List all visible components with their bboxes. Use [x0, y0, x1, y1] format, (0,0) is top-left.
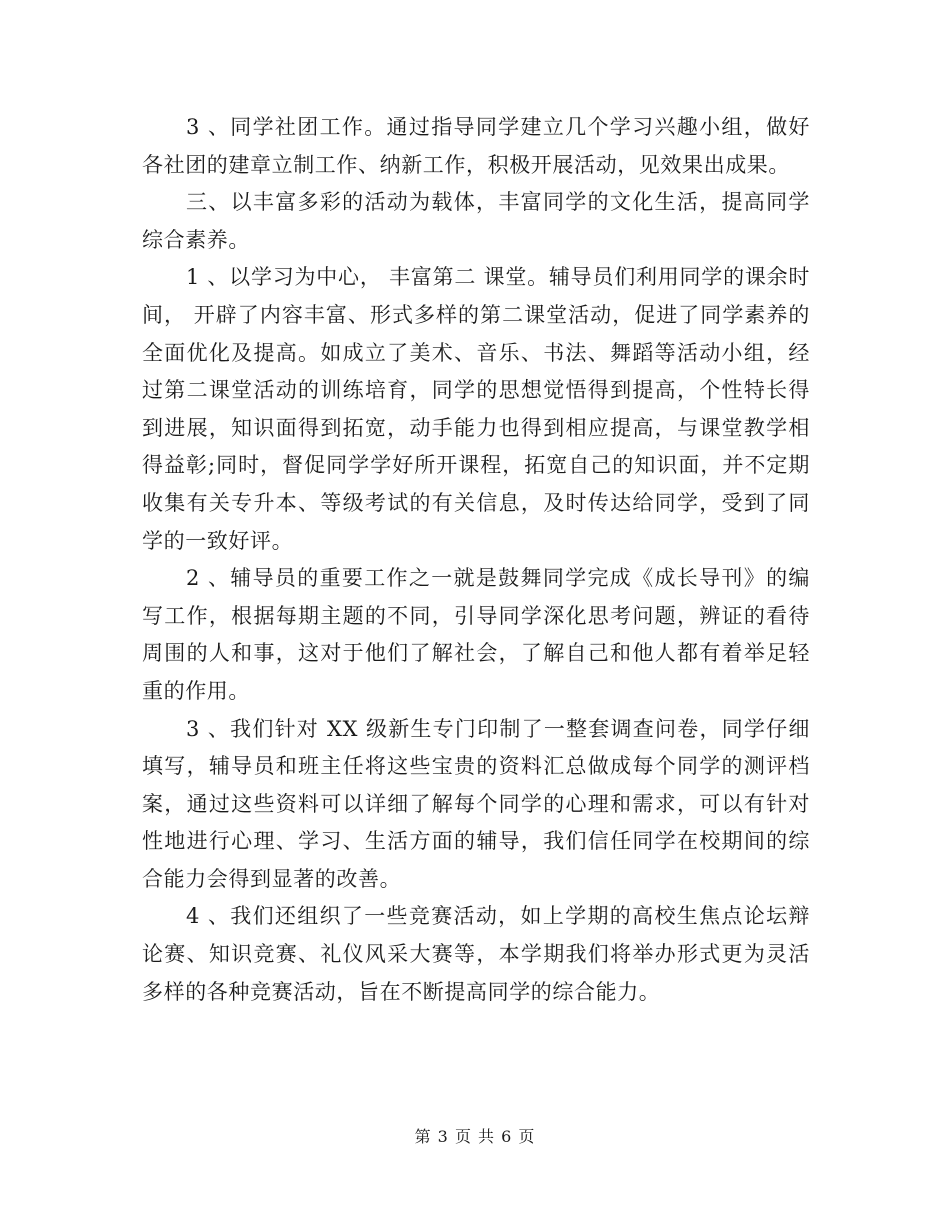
paragraph-club-work: 3 、同学社团工作。通过指导同学建立几个学习兴趣小组，做好各社团的建章立制工作、纳新工作，积极开展活动，见效果出成果。 — [142, 115, 810, 177]
paragraph-growth-guide: 2 、辅导员的重要工作之一就是鼓舞同学完成《成长导刊》的编写工作，根据每期主题的不同，引导同学深化思考问题，辨证的看待周围的人和事，这对于他们了解社会，了解自己和他人都有着举足轻重的作用。 — [142, 566, 810, 703]
paragraph-second-classroom: 1 、以学习为中心， 丰富第二 课堂。辅导员们利用同学的课余时间， 开辟了内容丰富、形式多样的第二课堂活动，促进了同学素养的全面优化及提高。如成立了美术、音乐、书法、舞蹈等活动小组，经过第二课堂活动的训练培育，同学的思想觉悟得到提高，个性特长得到进展，知识面得到拓宽，动手能力也得到相应提高，与课堂教学相得益彰;同时，督促同学学好所开课程，拓宽自己的知识面，并不定期收集有关专升本、等级考试的有关信息，及时传达给同学，受到了同学的一致好评。 — [142, 265, 810, 553]
page-number-footer: 第 3 页 共 6 页 — [414, 1127, 536, 1146]
paragraph-survey: 3 、我们针对 XX 级新生专门印制了一整套调查问卷，同学仔细填写，辅导员和班主任将这些宝贵的资料汇总做成每个同学的测评档案，通过这些资料可以详细了解每个同学的心理和需求，可以有针对性地进行心理、学习、生活方面的辅导，我们信任同学在校期间的综合能力会得到显著的改善。 — [142, 716, 810, 891]
paragraph-section-three-heading: 三、以丰富多彩的活动为载体，丰富同学的文化生活，提高同学综合素养。 — [142, 190, 810, 252]
document-body — [142, 109, 810, 1011]
paragraph-competitions: 4 、我们还组织了一些竞赛活动，如上学期的高校生焦点论坛辩论赛、知识竞赛、礼仪风采大赛等，本学期我们将举办形式更为灵活多样的各种竞赛活动，旨在不断提高同学的综合能力。 — [142, 904, 810, 1004]
